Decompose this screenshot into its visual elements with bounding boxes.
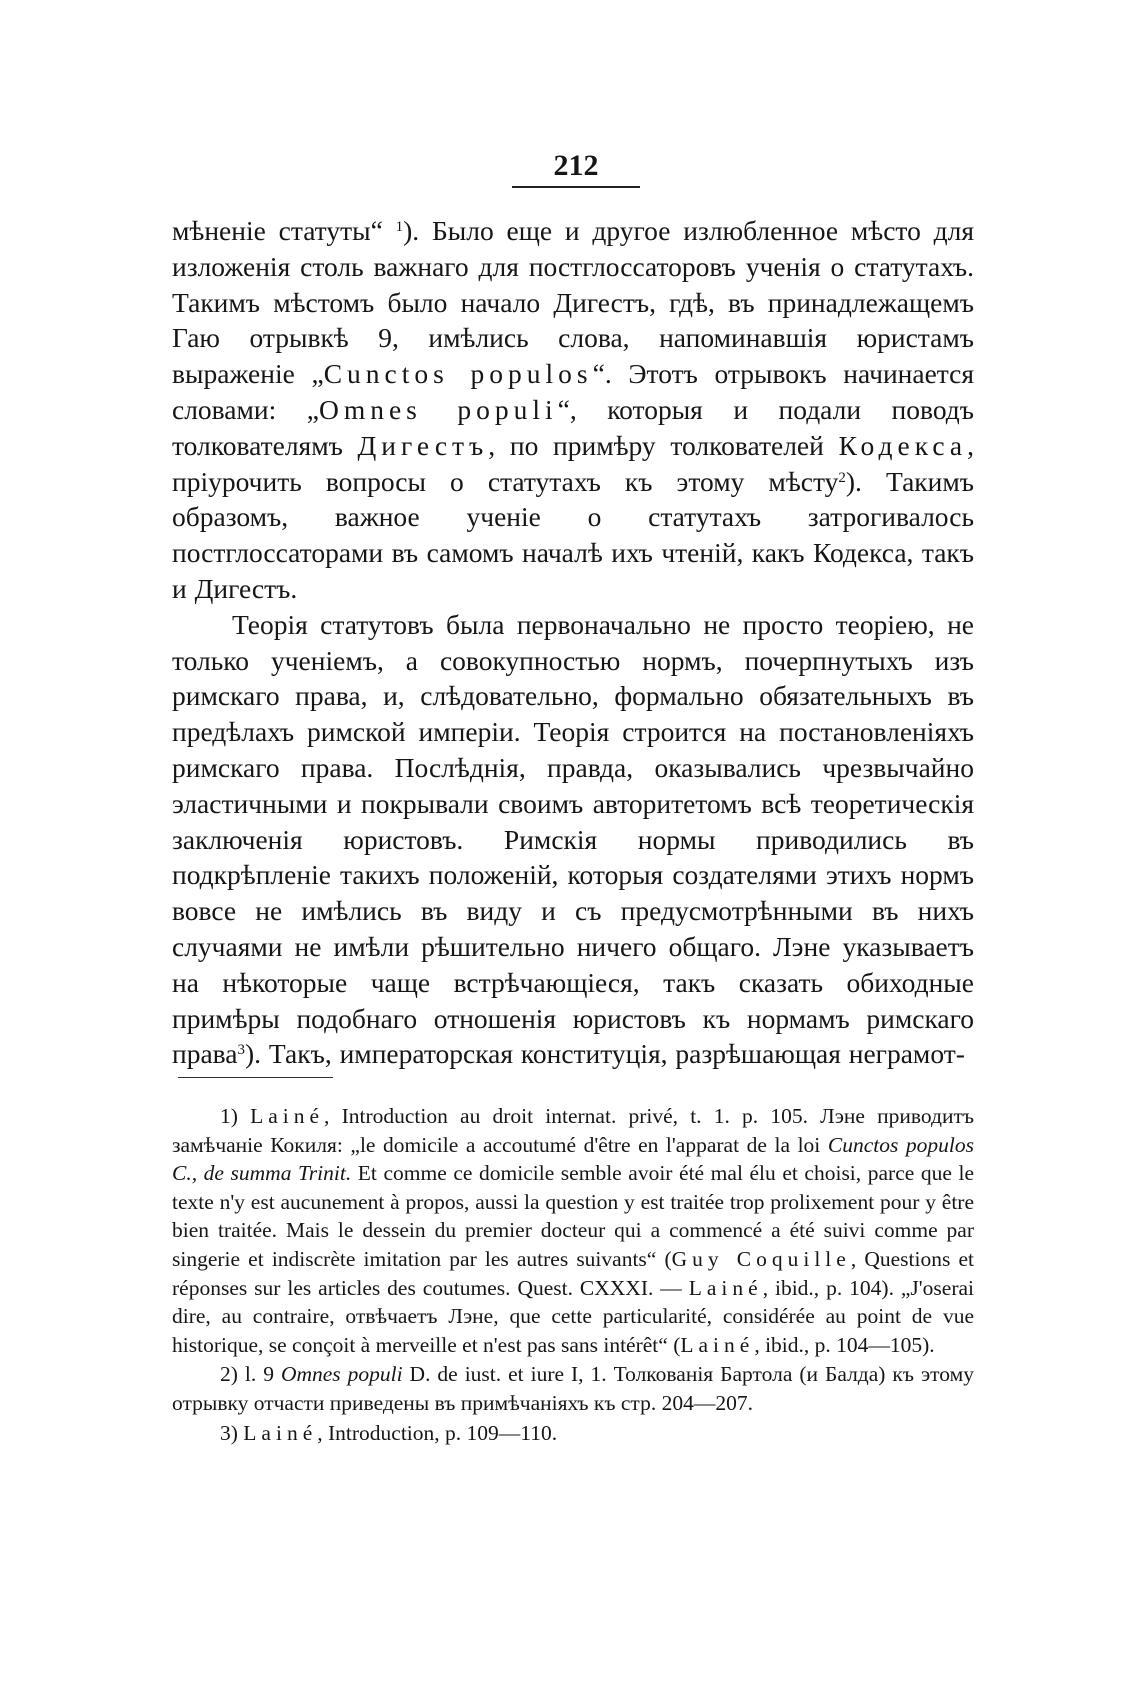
spaced-term: Cunctos populos — [323, 358, 593, 390]
footnote-ref-3[interactable]: 3 — [237, 1042, 246, 1059]
text-run: ). Такимъ образомъ, важное ученіе о статутахъ затрогивалось постглоссаторами въ самомъ началѣ ихъ чтеній, какъ Кодекса, такъ и Дигестъ. — [172, 465, 974, 604]
footnote-3 — [172, 1419, 974, 1448]
main-text — [172, 213, 974, 1072]
text-run: ). Такъ, императорская конституція, разрѣшающая неграмот- — [245, 1038, 965, 1070]
text-run: , Questions et réponses sur les articles des coutumes. Quest. CXXXI. — — [172, 1246, 974, 1300]
text-run: , Introduction au droit internat. privé, t. 1. p. 105. Лэне приводитъ замѣчаніе Кокиля: „le domicile a accoutumé d'être en l'apparat de la loi — [172, 1104, 974, 1157]
text-run: Et comme ce domicile semble avoir été mal élu et choisi, parce que le texte n'y est aucunement à propos, aussi la question y est traitée trop prolixement pour y être bien traitée. Mais le dessein du premier docteur qui a commencé a été suivi comme par singerie et indiscrète imitation par les autres suivants“ ( — [172, 1161, 974, 1271]
author-name: Lainé — [250, 1104, 325, 1128]
text-run: “. Этотъ отрывокъ начинается словами: „ — [172, 358, 975, 425]
text-run: , ibid., p. 104—105). — [754, 1332, 935, 1357]
spaced-term: Дигестъ — [357, 429, 489, 461]
text-run: , ibid., p. 104). „J'oserai dire, au contraire, отвѣчаетъ Лэне, que cette particularité, considérée au point de vue historique, se conçoit à merveille et n'est pas sans intérêt“ ( — [172, 1275, 974, 1357]
footnotes — [172, 1102, 974, 1447]
text-run: ). Было еще и другое излюбленное мѣсто для изложенія столь важнаго для постглоссаторовъ ученія о статутахъ. Такимъ мѣстомъ было начало Дигестъ, гдѣ, въ принадлежащемъ Гаю отрывкѣ 9, имѣлись слова, напоминавшія юристамъ выраженіе „ — [172, 215, 974, 390]
author-name: Lainé — [688, 1275, 763, 1300]
text-run: l. 9 — [244, 1362, 281, 1387]
italic-citation: Cunctos populos C., de summa Trinit. — [172, 1132, 974, 1186]
footnote-divider — [178, 1077, 333, 1078]
text-run: Теорія статутовъ была первоначально не просто теоріею, не только ученіемъ, а совокупностью нормъ, почерпнутыхъ изъ римскаго права, и, слѣдовательно, формально обязательныхъ въ предѣлахъ римской имперіи. Теорія строится на постановленіяхъ римскаго права. Послѣднія, правда, оказывались чрезвычайно эластичными и покрывали своимъ авторитетомъ всѣ теоретическія заключенія юристовъ. Римскія нормы приводились въ подкрѣпленіе такихъ положеній, которыя создателями этихъ нормъ вовсе не имѣлись въ виду и съ предусмотрѣнными въ нихъ случаями не имѣли рѣшительно ничего общаго. Лэне указываетъ на нѣкоторые чаще встрѣчающіеся, такъ сказать обиходные примѣры подобнаго отношенія юристовъ къ нормамъ римскаго права — [172, 608, 974, 1070]
text-run: , по примѣру толкователей — [488, 429, 839, 461]
footnote-ref-1[interactable]: 1 — [395, 219, 404, 235]
footnote-marker: 1) — [220, 1104, 251, 1128]
text-run: , Introduction, p. 109—110. — [317, 1420, 558, 1445]
text-run: “, которыя и подали поводъ толкователямъ — [172, 393, 974, 461]
author-name: Guy Coquille — [671, 1246, 851, 1271]
text-run: мѣненіе статуты“ — [172, 215, 396, 246]
footnote-2 — [172, 1360, 974, 1417]
footnote-1 — [172, 1102, 974, 1359]
spaced-term: Кодекса — [838, 429, 968, 461]
italic-citation: Omnes populi — [280, 1362, 403, 1387]
author-name: Lainé — [680, 1332, 755, 1357]
text-run: D. de iust. et iure I, 1. Толкованія Бартола (и Балда) къ этому отрывку отчасти приведены въ примѣчаніяхъ къ стр. 204—207. — [172, 1362, 974, 1415]
paragraph-1 — [172, 213, 974, 607]
footnote-marker: 3) — [220, 1420, 244, 1445]
author-name: Lainé — [243, 1420, 318, 1445]
footnote-marker: 2) — [220, 1362, 245, 1387]
page-number: 212 — [512, 148, 640, 188]
spaced-term: Omnes populi — [318, 393, 558, 425]
text-run: , пріурочить вопросы о статутахъ къ этому мѣсту — [172, 429, 974, 497]
footnote-ref-2[interactable]: 2 — [838, 469, 846, 486]
paragraph-2 — [172, 607, 974, 1072]
